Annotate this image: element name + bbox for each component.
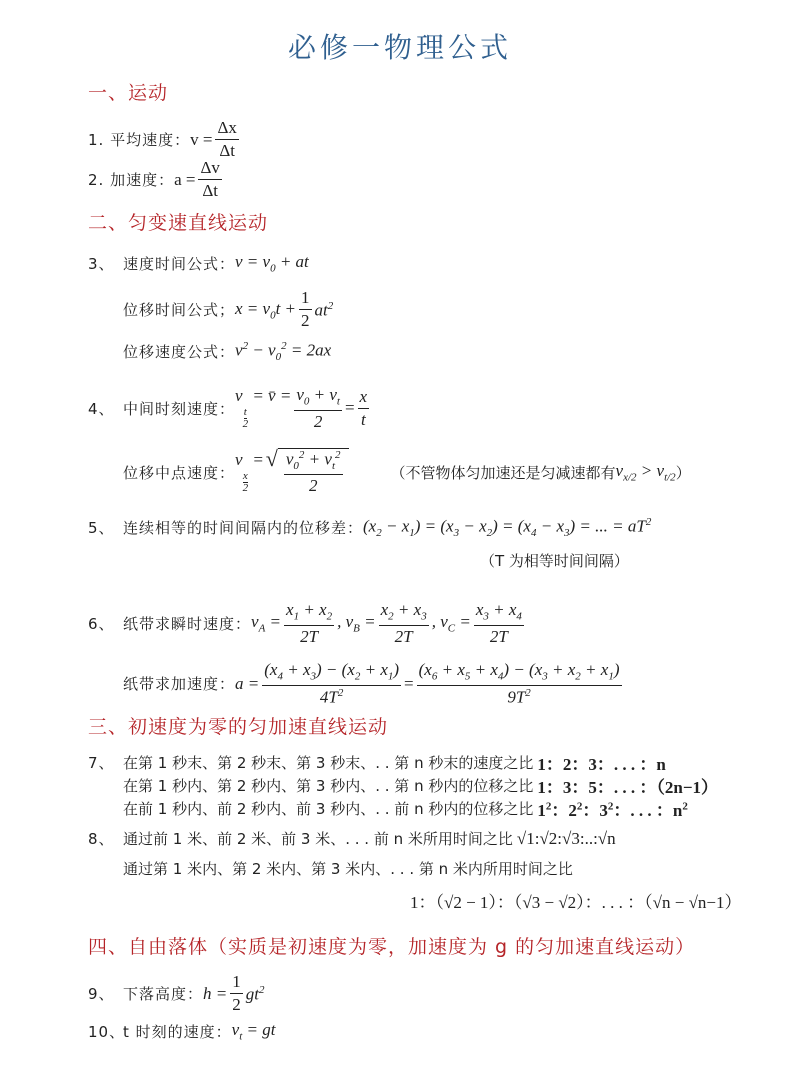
formula: $x = v_0t$ +	[235, 298, 297, 322]
formula-fall-height	[88, 972, 264, 1016]
fraction: $\frac{\Delta v}{\Delta t}$	[200, 158, 220, 201]
page-title: 必修一物理公式	[287, 31, 512, 64]
section-heading-3: 三、初速度为零的匀加速直线运动	[88, 716, 389, 738]
item-8a-label: 通过前 1 米、前 2 米、前 3 米、. . . 前 n 米所用时间之比	[123, 830, 513, 848]
item-2-label: 2. 加速度：	[88, 171, 175, 190]
item-8-number: 8、	[88, 830, 115, 848]
fraction: $\frac{x}{t}$	[359, 386, 368, 429]
formula-displacement-velocity	[123, 340, 331, 363]
sqrt: √ $\frac{v_0^2 + v_t^2}{2}$	[266, 448, 349, 497]
formula: $v^2 - v_0^2 = 2ax$	[235, 340, 332, 364]
ratio: √1:√2:√3:..:√n	[516, 828, 616, 848]
formula: h =	[203, 983, 228, 1003]
formula-tape-acceleration	[123, 660, 625, 708]
formula: $v_A$ =	[251, 612, 282, 635]
ratio: 1：2：3：. . . ：n	[537, 755, 666, 774]
formula: a =	[235, 673, 260, 693]
formula-tape-instant-velocity	[88, 600, 527, 647]
formula-fall-velocity	[88, 1020, 275, 1042]
item-4b-label: 位移中点速度：	[123, 463, 236, 482]
formula-average-velocity	[88, 118, 242, 162]
formula-tail: $at^2$	[314, 299, 334, 320]
fraction: $\frac{x_3 + x_4}{2T}$	[475, 600, 522, 646]
formula: $v_t$ = gt	[231, 1020, 276, 1043]
equals: =	[404, 673, 414, 693]
ratio-velocity-seconds	[88, 750, 666, 775]
fraction: $\frac{x_1 + x_2}{2T}$	[286, 600, 333, 646]
item-7a-label: 在第 1 秒末、第 2 秒末、第 3 秒末、. . 第 n 秒末的速度之比	[123, 754, 534, 772]
formula: v =	[190, 129, 213, 149]
equals: =	[344, 398, 355, 418]
item-3c-label: 位移速度公式：	[123, 343, 236, 362]
formula: v $_{\frac{x}{2}}$ =	[235, 450, 264, 495]
formula-acceleration	[88, 158, 225, 202]
formula-mid-position-velocity	[123, 448, 691, 497]
item-5-note: （T 为相等时间间隔）	[480, 552, 629, 570]
item-6a-label: 纸带求瞬时速度：	[123, 614, 252, 633]
formula-velocity-time	[88, 252, 309, 274]
ratio-time-in-meter	[410, 888, 742, 913]
item-3-number: 3、	[88, 254, 115, 273]
section-heading-1: 一、运动	[88, 82, 169, 104]
item-10-number: 10、	[88, 1022, 126, 1041]
formula: $(x_2 - x_1) = (x_3 - x_2) = (x_4 - x_3)$ = ... = $aT^2$	[363, 516, 652, 540]
item-5-number: 5、	[88, 519, 115, 538]
fraction: $\frac{1}{2}$	[232, 972, 241, 1015]
ratio-displacement-first-seconds	[123, 796, 688, 821]
formula: a =	[174, 169, 196, 189]
ratio-time-first-meters	[88, 828, 616, 849]
fraction: $\frac{x_2 + x_3}{2T}$	[380, 600, 427, 646]
item-8b-label: 通过第 1 米内、第 2 米内、第 3 米内、. . . 第 n 米内所用时间之比	[123, 860, 573, 878]
section-heading-4: 四、自由落体（实质是初速度为零，加速度为 g 的匀加速直线运动）	[88, 936, 696, 958]
item-7b-label: 在第 1 秒内、第 2 秒内、第 3 秒内、. . 第 n 秒内的位移之比	[123, 777, 534, 795]
item-4-number: 4、	[88, 399, 115, 418]
formula: v $_{\frac{t}{2}}$ = v̄ =	[235, 386, 292, 431]
formula: $v = v_0$ + at	[235, 252, 309, 275]
formula-displacement-difference	[88, 516, 651, 539]
item-4a-label: 中间时刻速度：	[123, 399, 236, 418]
ratio-displacement-in-second	[123, 773, 718, 798]
item-10-label: t 时刻的速度：	[123, 1022, 232, 1041]
formula-displacement-time	[123, 288, 333, 332]
item-7-number: 7、	[88, 754, 115, 772]
formula-tail: $gt^2$	[245, 983, 265, 1004]
fraction: $\frac{\Delta x}{\Delta t}$	[217, 118, 237, 161]
section-heading-2: 二、匀变速直线运动	[88, 212, 269, 234]
item-7c-label: 在前 1 秒内、前 2 秒内、前 3 秒内、. . 前 n 秒内的位移之比	[123, 800, 534, 818]
item-5-label: 连续相等的时间间隔内的位移差：	[123, 519, 364, 538]
item-9-label: 下落高度：	[123, 985, 204, 1004]
item-4-note-start: （不管物体匀加速还是匀减速都有	[390, 463, 616, 482]
ratio: 1：3：5：. . . ：（2n−1）	[537, 778, 719, 797]
fraction: $\frac{v_0 + v_t}{2}$	[296, 385, 340, 431]
item-6b-label: 纸带求加速度：	[123, 675, 236, 694]
formula-mid-time-velocity	[88, 385, 372, 432]
fraction: $\frac{(x_4 + x_3) - (x_2 + x_1)}{4T^2}$	[264, 660, 400, 707]
formula: , $v_C$ =	[431, 612, 471, 635]
item-4-note-end: ）	[675, 463, 691, 482]
item-6-number: 6、	[88, 614, 115, 633]
fraction: $\frac{1}{2}$	[301, 288, 310, 331]
item-3b-label: 位移时间公式；	[123, 301, 236, 320]
item-9-number: 9、	[88, 985, 115, 1004]
item-1-label: 1. 平均速度：	[88, 131, 191, 150]
note-inequality: $v_{x/2} > v_{t/2}$	[615, 461, 676, 484]
fraction: $\frac{(x_6 + x_5 + x_4) - (x_3 + x_2 + x_1)}{9T^2}$	[418, 660, 620, 707]
formula: , $v_B$ =	[337, 612, 376, 635]
ratio: 1：（√2 − 1）：（√3 − √2）：. . . ：（√n − √n−1）	[410, 893, 742, 912]
ratio: $1^2$：$2^2$：$3^2$：. . . ：$n^2$	[537, 800, 688, 820]
item-3a-label: 速度时间公式：	[123, 254, 236, 273]
